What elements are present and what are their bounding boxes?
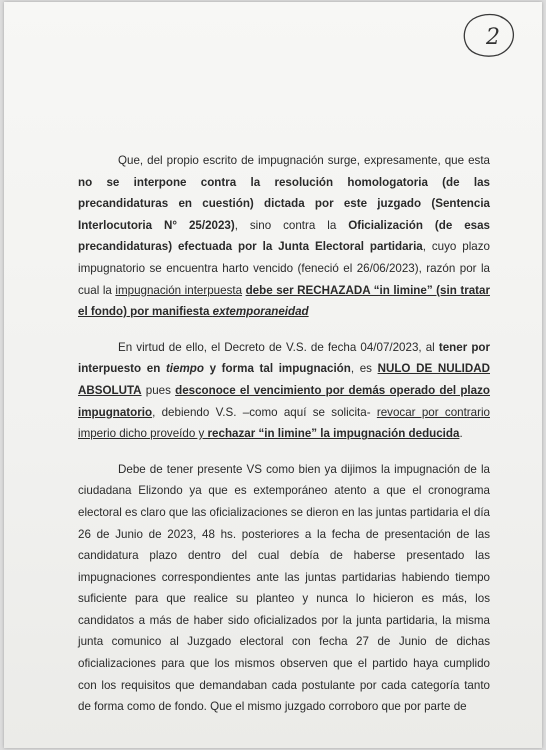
text-run: extemporaneidad [212, 305, 309, 319]
text-run: Oficialización (de esas precandidaturas) efectuada por la Junta Electoral partidaria [78, 218, 490, 254]
paragraph-2 [78, 337, 490, 445]
text-run: tiempo [165, 362, 204, 376]
text-run: Que, del propio escrito de impugnación surge, expresamente, que esta [118, 154, 490, 167]
text-run: no se interpone contra la resolución homologatoria (de las precandidaturas en cuestión) dictada por este juzgado (Sentencia Interlocutoria N° 25/2023) [78, 175, 490, 232]
text-run: rechazar “in limine” la impugnación deducida [207, 427, 460, 441]
text-run: Debe de tener presente VS como bien ya dijimos la impugnación de la ciudadana Elizondo ya que es extemporáneo atento a que el cronograma electoral es claro que las oficializaciones se dieron en las juntas partidaria el día 26 de Junio de 2023, 48 hs. posteriores a la fecha de presentación de las candidatura plazo dentro del cual debía de haberse presentado las impugnaciones correspondientes ante las juntas partidarias habiendo tiempo suficiente para que realice su planteo y nunca lo hicieron es más, los candidatos a más de haber sido oficializados por la junta partidaria, la misma junta comunico al Juzgado electoral con fecha 27 de Junio de dichas oficializaciones para que los mismos observen que el partido haya cumplido con los requisitos que demandaban cada postulante por cada categoría tanto de forma como de fondo. Que el mismo juzgado corroboro que por parte de [78, 462, 490, 714]
text-run: revocar por contrario imperio dicho proveído y [78, 405, 490, 441]
text-run: . [459, 427, 463, 441]
handwritten-page-number [459, 10, 519, 62]
text-run: pues [141, 383, 176, 397]
circle-mark-icon [459, 10, 519, 62]
text-run: , es [350, 362, 378, 376]
paragraph-1 [78, 150, 490, 323]
page-number-text: 2 [486, 25, 500, 50]
text-run: , sino contra la [234, 218, 349, 232]
paragraph-3 [78, 459, 490, 718]
text-run: impugnación interpuesta [115, 283, 243, 297]
text-run: desconoce el vencimiento por demás operado del plazo impugnatorio [78, 383, 490, 419]
text-run: En virtud de ello, el Decreto de V.S. de fecha 04/07/2023, al [118, 340, 439, 354]
text-run: tener por interpuesto en [78, 340, 491, 376]
document-body [78, 150, 490, 718]
text-run: y forma tal impugnación [203, 362, 351, 376]
text-run: debe ser RECHAZADA “in limine” (sin tratar el fondo) por manifiesta [78, 283, 490, 319]
text-run: , debiendo V.S. –como aquí se solicita- [152, 405, 377, 419]
text-run: , cuyo plazo impugnatorio se encuentra harto vencido (feneció el 26/06/2023), razón por la cual la [78, 240, 491, 297]
document-page [4, 2, 542, 748]
text-run: NULO DE NULIDAD ABSOLUTA [78, 362, 490, 397]
